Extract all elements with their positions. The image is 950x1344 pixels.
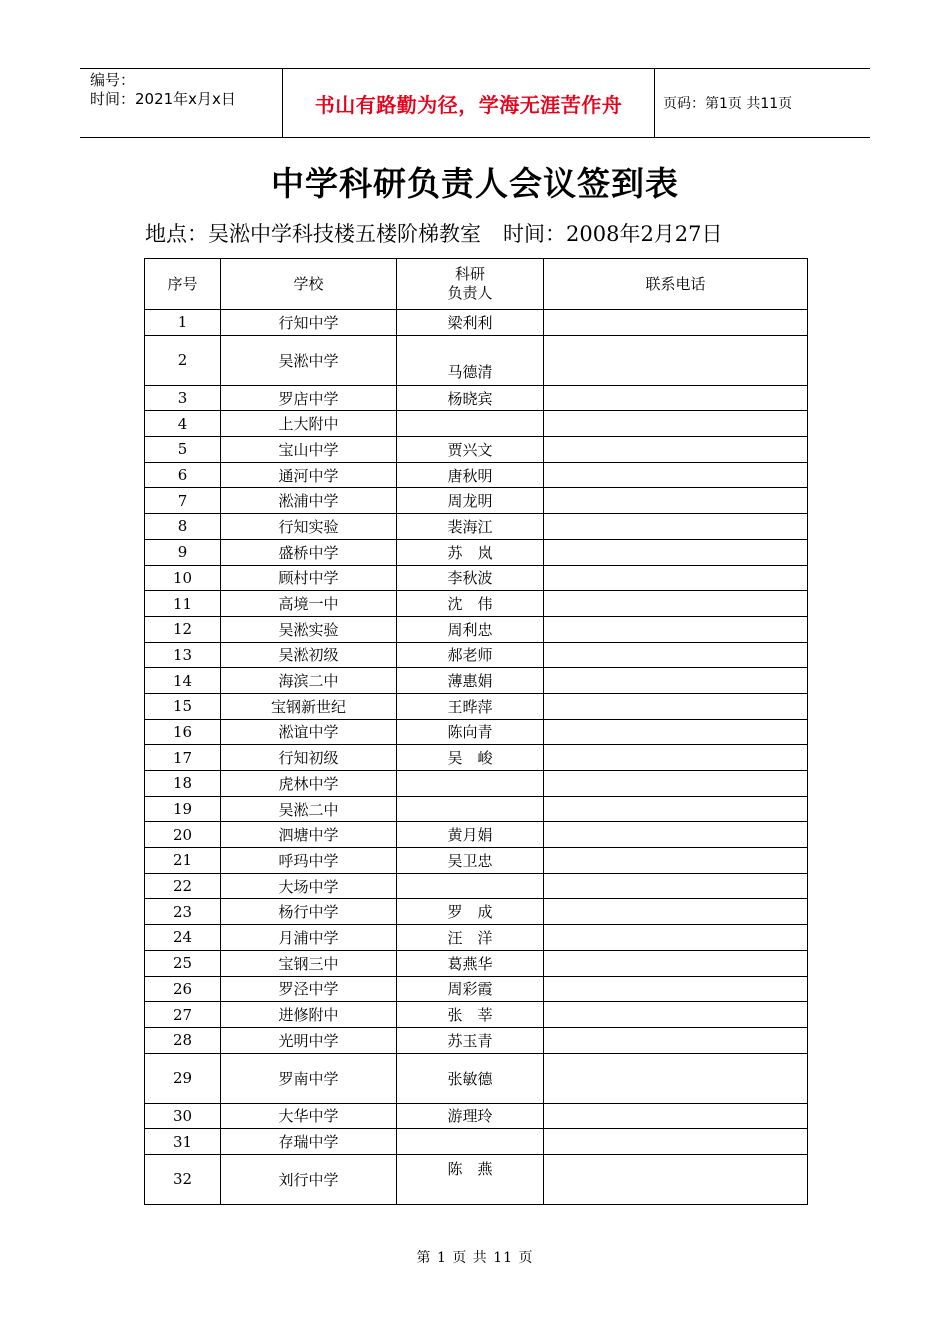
leader-cell: 苏玉青 <box>397 1027 544 1053</box>
school-cell: 吴淞中学 <box>221 335 397 385</box>
phone-cell <box>544 310 808 336</box>
school-cell: 光明中学 <box>221 1027 397 1053</box>
header-page-label: 页码：第1页 共11页 <box>663 96 793 112</box>
school-cell: 上大附中 <box>221 411 397 437</box>
school-cell: 进修附中 <box>221 1002 397 1028</box>
table-row <box>145 514 808 540</box>
leader-cell: 贾兴文 <box>397 437 544 463</box>
index-cell: 12 <box>145 616 221 642</box>
school-cell: 大场中学 <box>221 873 397 899</box>
table-row <box>145 385 808 411</box>
index-cell: 32 <box>145 1154 221 1204</box>
phone-cell <box>544 335 808 385</box>
leader-cell <box>397 771 544 797</box>
index-cell: 1 <box>145 310 221 336</box>
index-cell: 30 <box>145 1103 221 1129</box>
leader-cell: 杨晓宾 <box>397 385 544 411</box>
phone-cell <box>544 1129 808 1155</box>
table-row <box>145 745 808 771</box>
index-cell: 28 <box>145 1027 221 1053</box>
leader-cell: 汪 洋 <box>397 925 544 951</box>
table-row <box>145 976 808 1002</box>
phone-cell <box>544 411 808 437</box>
school-cell: 存瑞中学 <box>221 1129 397 1155</box>
leader-cell: 周利忠 <box>397 616 544 642</box>
index-cell: 4 <box>145 411 221 437</box>
phone-cell <box>544 693 808 719</box>
index-cell: 14 <box>145 668 221 694</box>
leader-cell <box>397 411 544 437</box>
index-cell: 17 <box>145 745 221 771</box>
page-footer: 第 1 页 共 11 页 <box>416 1250 534 1266</box>
table-row <box>145 771 808 797</box>
leader-cell: 游理玲 <box>397 1103 544 1129</box>
index-cell: 27 <box>145 1002 221 1028</box>
leader-cell: 苏 岚 <box>397 539 544 565</box>
table-row <box>145 539 808 565</box>
index-cell: 7 <box>145 488 221 514</box>
leader-cell: 梁利利 <box>397 310 544 336</box>
leader-cell: 张敏德 <box>397 1053 544 1103</box>
index-cell: 6 <box>145 462 221 488</box>
phone-cell <box>544 925 808 951</box>
school-cell: 虎林中学 <box>221 771 397 797</box>
column-header-phone: 联系电话 <box>544 259 808 310</box>
index-cell: 15 <box>145 693 221 719</box>
table-row <box>145 668 808 694</box>
leader-cell: 陈向青 <box>397 719 544 745</box>
table-row <box>145 642 808 668</box>
phone-cell <box>544 796 808 822</box>
table-row <box>145 1103 808 1129</box>
leader-cell: 张 莘 <box>397 1002 544 1028</box>
school-cell: 吴淞二中 <box>221 796 397 822</box>
index-cell: 21 <box>145 848 221 874</box>
leader-cell: 郝老师 <box>397 642 544 668</box>
school-cell: 海滨二中 <box>221 668 397 694</box>
phone-cell <box>544 668 808 694</box>
school-cell: 淞浦中学 <box>221 488 397 514</box>
table-row <box>145 925 808 951</box>
table-row <box>145 335 808 385</box>
phone-cell <box>544 745 808 771</box>
school-cell: 行知中学 <box>221 310 397 336</box>
sign-in-table <box>144 258 808 1205</box>
column-header-school: 学校 <box>221 259 397 310</box>
index-cell: 16 <box>145 719 221 745</box>
table-row <box>145 899 808 925</box>
table-row <box>145 462 808 488</box>
index-cell: 10 <box>145 565 221 591</box>
phone-cell <box>544 822 808 848</box>
index-cell: 29 <box>145 1053 221 1103</box>
school-cell: 宝钢新世纪 <box>221 693 397 719</box>
index-cell: 22 <box>145 873 221 899</box>
table-row <box>145 310 808 336</box>
phone-cell <box>544 719 808 745</box>
phone-cell <box>544 899 808 925</box>
phone-cell <box>544 873 808 899</box>
index-cell: 18 <box>145 771 221 797</box>
leader-cell: 周彩霞 <box>397 976 544 1002</box>
school-cell: 盛桥中学 <box>221 539 397 565</box>
index-cell: 24 <box>145 925 221 951</box>
school-cell: 罗南中学 <box>221 1053 397 1103</box>
index-cell: 26 <box>145 976 221 1002</box>
leader-cell <box>397 1129 544 1155</box>
header-motto: 书山有路勤为径，学海无涯苦作舟 <box>282 69 655 137</box>
leader-cell: 吴卫忠 <box>397 848 544 874</box>
phone-cell <box>544 1154 808 1204</box>
document-number-label: 编号： <box>90 71 136 89</box>
leader-cell: 罗 成 <box>397 899 544 925</box>
column-header-leader-line1: 科研 <box>454 265 485 283</box>
table-row <box>145 1027 808 1053</box>
table-row <box>145 437 808 463</box>
leader-cell <box>397 796 544 822</box>
phone-cell <box>544 616 808 642</box>
phone-cell <box>544 976 808 1002</box>
table-row <box>145 591 808 617</box>
phone-cell <box>544 1002 808 1028</box>
school-cell: 通河中学 <box>221 462 397 488</box>
leader-cell: 裴海江 <box>397 514 544 540</box>
school-cell: 高境一中 <box>221 591 397 617</box>
index-cell: 9 <box>145 539 221 565</box>
school-cell: 罗店中学 <box>221 385 397 411</box>
column-header-index: 序号 <box>145 259 221 310</box>
school-cell: 大华中学 <box>221 1103 397 1129</box>
leader-cell: 陈 燕 <box>397 1154 544 1204</box>
table-row <box>145 1129 808 1155</box>
school-cell: 呼玛中学 <box>221 848 397 874</box>
table-row <box>145 1053 808 1103</box>
column-header-leader <box>397 259 544 310</box>
index-cell: 31 <box>145 1129 221 1155</box>
school-cell: 宝钢三中 <box>221 950 397 976</box>
leader-cell <box>397 873 544 899</box>
school-cell: 罗泾中学 <box>221 976 397 1002</box>
phone-cell <box>544 462 808 488</box>
table-row <box>145 1154 808 1204</box>
table-row <box>145 873 808 899</box>
leader-cell: 唐秋明 <box>397 462 544 488</box>
phone-cell <box>544 771 808 797</box>
phone-cell <box>544 437 808 463</box>
leader-cell: 马德清 <box>397 335 544 385</box>
table-row <box>145 488 808 514</box>
table-row <box>145 822 808 848</box>
phone-cell <box>544 385 808 411</box>
school-cell: 月浦中学 <box>221 925 397 951</box>
leader-cell: 周龙明 <box>397 488 544 514</box>
table-row <box>145 950 808 976</box>
leader-cell: 黄月娟 <box>397 822 544 848</box>
phone-cell <box>544 514 808 540</box>
school-cell: 行知初级 <box>221 745 397 771</box>
index-cell: 3 <box>145 385 221 411</box>
leader-cell: 李秋波 <box>397 565 544 591</box>
table-row <box>145 1002 808 1028</box>
phone-cell <box>544 488 808 514</box>
phone-cell <box>544 848 808 874</box>
header-meta <box>80 69 282 137</box>
phone-cell <box>544 1053 808 1103</box>
school-cell: 刘行中学 <box>221 1154 397 1204</box>
index-cell: 2 <box>145 335 221 385</box>
phone-cell <box>544 591 808 617</box>
column-header-leader-line2: 负责人 <box>447 284 493 302</box>
index-cell: 5 <box>145 437 221 463</box>
school-cell: 泗塘中学 <box>221 822 397 848</box>
index-cell: 20 <box>145 822 221 848</box>
leader-cell: 葛燕华 <box>397 950 544 976</box>
index-cell: 23 <box>145 899 221 925</box>
school-cell: 淞谊中学 <box>221 719 397 745</box>
table-row <box>145 848 808 874</box>
phone-cell <box>544 642 808 668</box>
meeting-location: 地点：吴淞中学科技楼五楼阶梯教室 <box>145 222 481 246</box>
leader-cell: 王晔萍 <box>397 693 544 719</box>
school-cell: 宝山中学 <box>221 437 397 463</box>
index-cell: 19 <box>145 796 221 822</box>
meeting-time: 时间：2008年2月27日 <box>503 222 723 246</box>
table-row <box>145 411 808 437</box>
index-cell: 25 <box>145 950 221 976</box>
phone-cell <box>544 539 808 565</box>
school-cell: 吴淞实验 <box>221 616 397 642</box>
leader-cell: 吴 峻 <box>397 745 544 771</box>
school-cell: 吴淞初级 <box>221 642 397 668</box>
index-cell: 8 <box>145 514 221 540</box>
table-row <box>145 565 808 591</box>
index-cell: 13 <box>145 642 221 668</box>
meeting-info <box>145 218 723 248</box>
school-cell: 行知实验 <box>221 514 397 540</box>
leader-cell: 薄惠娟 <box>397 668 544 694</box>
table-row <box>145 693 808 719</box>
table-row <box>145 616 808 642</box>
phone-cell <box>544 565 808 591</box>
page-title: 中学科研负责人会议签到表 <box>271 164 679 203</box>
phone-cell <box>544 950 808 976</box>
document-time-label: 时间：2021年x月x日 <box>90 90 236 108</box>
leader-cell: 沈 伟 <box>397 591 544 617</box>
school-cell: 杨行中学 <box>221 899 397 925</box>
phone-cell <box>544 1103 808 1129</box>
phone-cell <box>544 1027 808 1053</box>
document-header <box>80 68 870 138</box>
school-cell: 顾村中学 <box>221 565 397 591</box>
table-row <box>145 719 808 745</box>
index-cell: 11 <box>145 591 221 617</box>
table-row <box>145 796 808 822</box>
